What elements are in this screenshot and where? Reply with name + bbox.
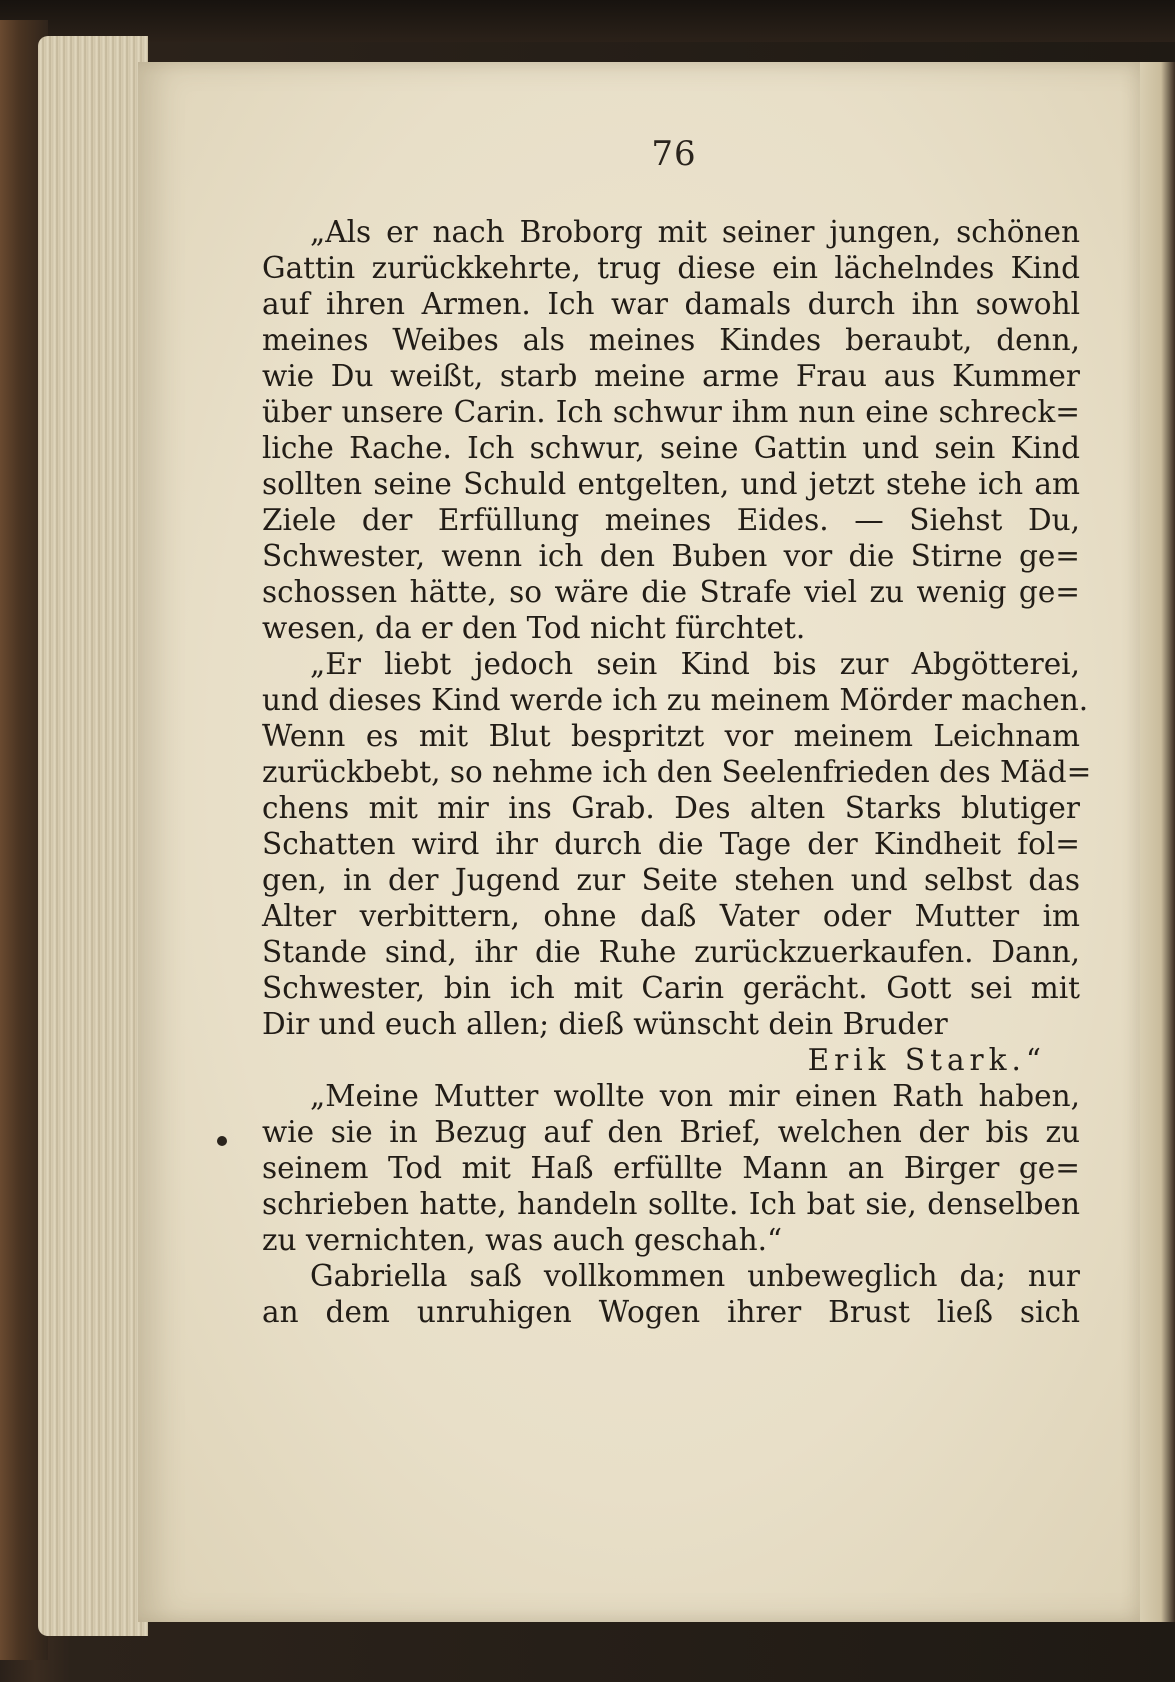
text-line: schossen hätte, so wäre die Strafe viel zu wenig ge= [262,575,1080,609]
text-line: wie sie in Bezug auf den Brief, welchen der bis zu [262,1115,1080,1149]
text-line: Gabriella saß vollkommen unbeweglich da; nur [310,1259,1080,1293]
text-line: und dieses Kind werde ich zu meinem Mörder machen. [262,683,1089,717]
page-number: 76 [651,134,697,174]
text-line: Schwester, wenn ich den Buben vor die Stirne ge= [262,539,1080,573]
text-line: über unsere Carin. Ich schwur ihm nun eine schreck= [262,395,1080,429]
text-line: sollten seine Schuld entgelten, und jetzt stehe ich am [262,467,1080,501]
text-line: Wenn es mit Blut bespritzt vor meinem Leichnam [262,719,1080,753]
text-line: Schwester, bin ich mit Carin gerächt. Gott sei mit [262,971,1080,1005]
text-line: Ziele der Erfüllung meines Eides. — Siehst Du, [262,503,1080,537]
text-line: gen, in der Jugend zur Seite stehen und selbst das [262,863,1080,897]
text-line: an dem unruhigen Wogen ihrer Brust ließ sich [262,1295,1080,1329]
text-line: Stande sind, ihr die Ruhe zurückzuerkaufen. Dann, [262,935,1080,969]
text-line: Gattin zurückkehrte, trug diese ein lächelndes Kind [262,251,1080,285]
page-edges [38,36,148,1636]
text-line: Alter verbittern, ohne daß Vater oder Mutter im [262,899,1080,933]
ink-spot [217,1136,227,1146]
text-line: liche Rache. Ich schwur, seine Gattin und sein Kind [262,431,1080,465]
text-line: Dir und euch allen; dieß wünscht dein Bruder [262,1007,948,1041]
text-line: chens mit mir ins Grab. Des alten Starks blutiger [262,791,1080,825]
text-line: zu vernichten, was auch geschah.“ [262,1223,783,1257]
text-line: wie Du weißt, starb meine arme Frau aus Kummer [262,359,1080,393]
text-line: schrieben hatte, handeln sollte. Ich bat sie, denselben [262,1187,1080,1221]
text-line: zurückbebt, so nehme ich den Seelenfrieden des Mäd= [262,755,1092,789]
text-line: „Meine Mutter wollte von mir einen Rath haben, [310,1079,1080,1113]
text-line: meines Weibes als meines Kindes beraubt, denn, [262,323,1080,357]
facing-page-edge [1140,62,1175,1622]
signature-line: Erik Stark.“ [807,1043,1046,1077]
page-text [262,214,1092,1330]
text-line: wesen, da er den Tod nicht fürchtet. [262,611,806,645]
text-line: auf ihren Armen. Ich war damals durch ihn sowohl [262,287,1080,321]
text-line: „Er liebt jedoch sein Kind bis zur Abgötterei, [310,647,1080,681]
book-cover-top [0,0,1175,42]
text-line: „Als er nach Broborg mit seiner jungen, schönen [310,215,1080,249]
text-line: seinem Tod mit Haß erfüllte Mann an Birger ge= [262,1151,1080,1185]
text-line: Schatten wird ihr durch die Tage der Kindheit fol= [262,827,1080,861]
